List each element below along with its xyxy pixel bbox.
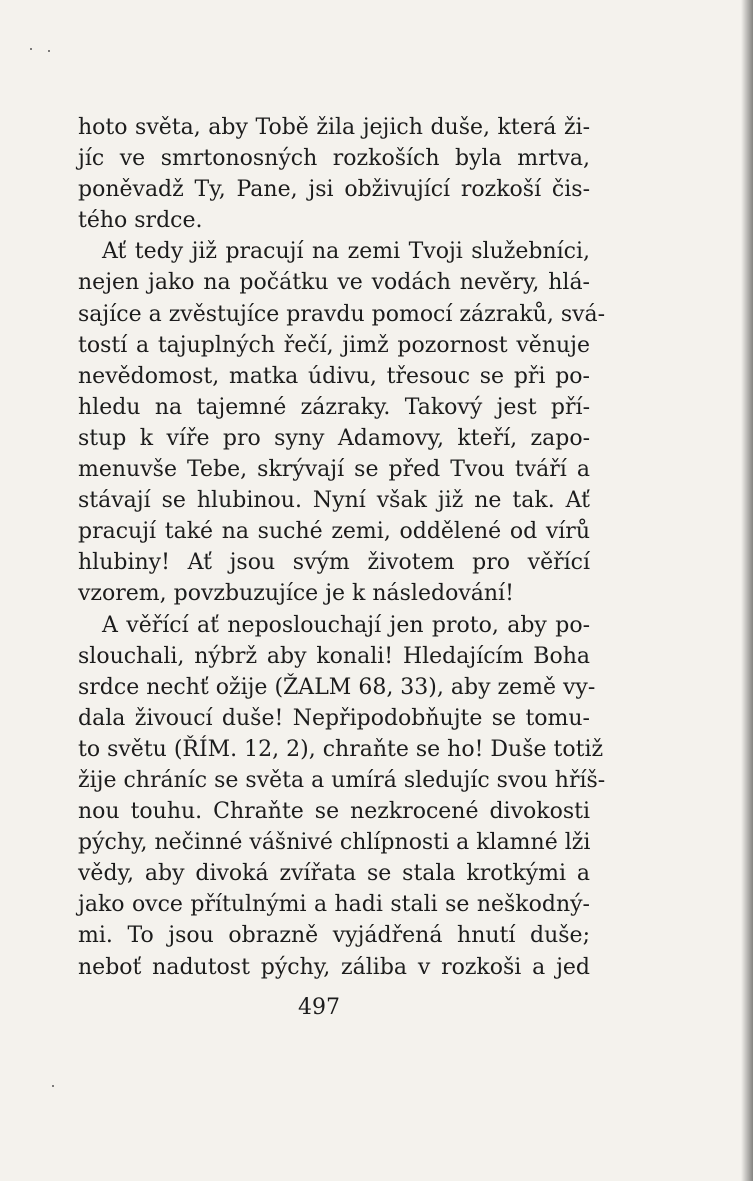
text-line: jako ovce přítulnými a hadi stali se neškodný- xyxy=(78,892,590,918)
text-line: slouchali, nýbrž aby konali! Hledajícím Boha xyxy=(78,643,590,669)
text-line: hoto světa, aby Tobě žila jejich duše, která ži- xyxy=(78,115,590,140)
text-line: hlubiny! Ať jsou svým životem pro věřící xyxy=(78,550,590,576)
text-line: tého srdce. xyxy=(78,208,203,234)
text-line: dala živoucí duše! Nepřipodobňujte se tomu- xyxy=(78,705,590,731)
paper-speck xyxy=(52,1085,54,1087)
text-line: menuvše Tebe, skrývají se před Tvou tváří a xyxy=(78,457,590,483)
text-line: srdce nechť ožije (ŽALM 68, 33), aby země vy- xyxy=(78,674,596,700)
text-line: nejen jako na počátku ve vodách nevěry, hlá- xyxy=(78,270,590,296)
text-line: neboť nadutost pýchy, záliba v rozkoši a jed xyxy=(78,954,590,980)
text-line: sajíce a zvěstujíce pravdu pomocí zázraků, svá- xyxy=(78,301,606,327)
page-number: 497 xyxy=(298,995,340,1020)
text-line: vědy, aby divoká zvířata se stala krotkými a xyxy=(78,861,590,887)
text-line: pracují také na suché zemi, oddělené od vírů xyxy=(78,519,590,545)
text-line: to světu (ŘÍM. 12, 2), chraňte se ho! Duše totiž xyxy=(78,736,604,762)
text-line: stávají se hlubinou. Nyní však již ne tak. Ať xyxy=(78,488,590,514)
text-line: nou touhu. Chraňte se nezkrocené divokosti xyxy=(78,799,590,825)
text-line: nevědomost, matka údivu, třesouc se při po- xyxy=(78,363,590,389)
page-edge-shadow xyxy=(741,0,753,1181)
text-line: mi. To jsou obrazně vyjádřená hnutí duše; xyxy=(78,923,590,949)
text-line: žije chráníc se světa a umírá sledujíc svou hříš- xyxy=(78,767,606,793)
text-line: poněvadž Ty, Pane, jsi obživující rozkoší čis- xyxy=(78,177,590,203)
text-line: hledu na tajemné zázraky. Takový jest pří- xyxy=(78,394,590,420)
body-text xyxy=(78,112,606,983)
paper-speck xyxy=(30,48,32,50)
text-line: vzorem, povzbuzujíce je k následování! xyxy=(78,581,514,607)
text-line: pýchy, nečinné vášnivé chlípnosti a klamné lži xyxy=(78,830,591,856)
paragraph-first-line: A věřící ať neposlouchají jen proto, aby po- xyxy=(102,612,590,638)
paragraph-first-line: Ať tedy již pracují na zemi Tvoji služebníci, xyxy=(102,239,590,265)
text-line: tostí a tajuplných řečí, jimž pozornost věnuje xyxy=(78,332,590,358)
text-line: jíc ve smrtonosných rozkoších byla mrtva, xyxy=(78,146,590,172)
paper-speck xyxy=(48,50,50,52)
text-line: stup k víře pro syny Adamovy, kteří, zapo- xyxy=(78,425,590,451)
